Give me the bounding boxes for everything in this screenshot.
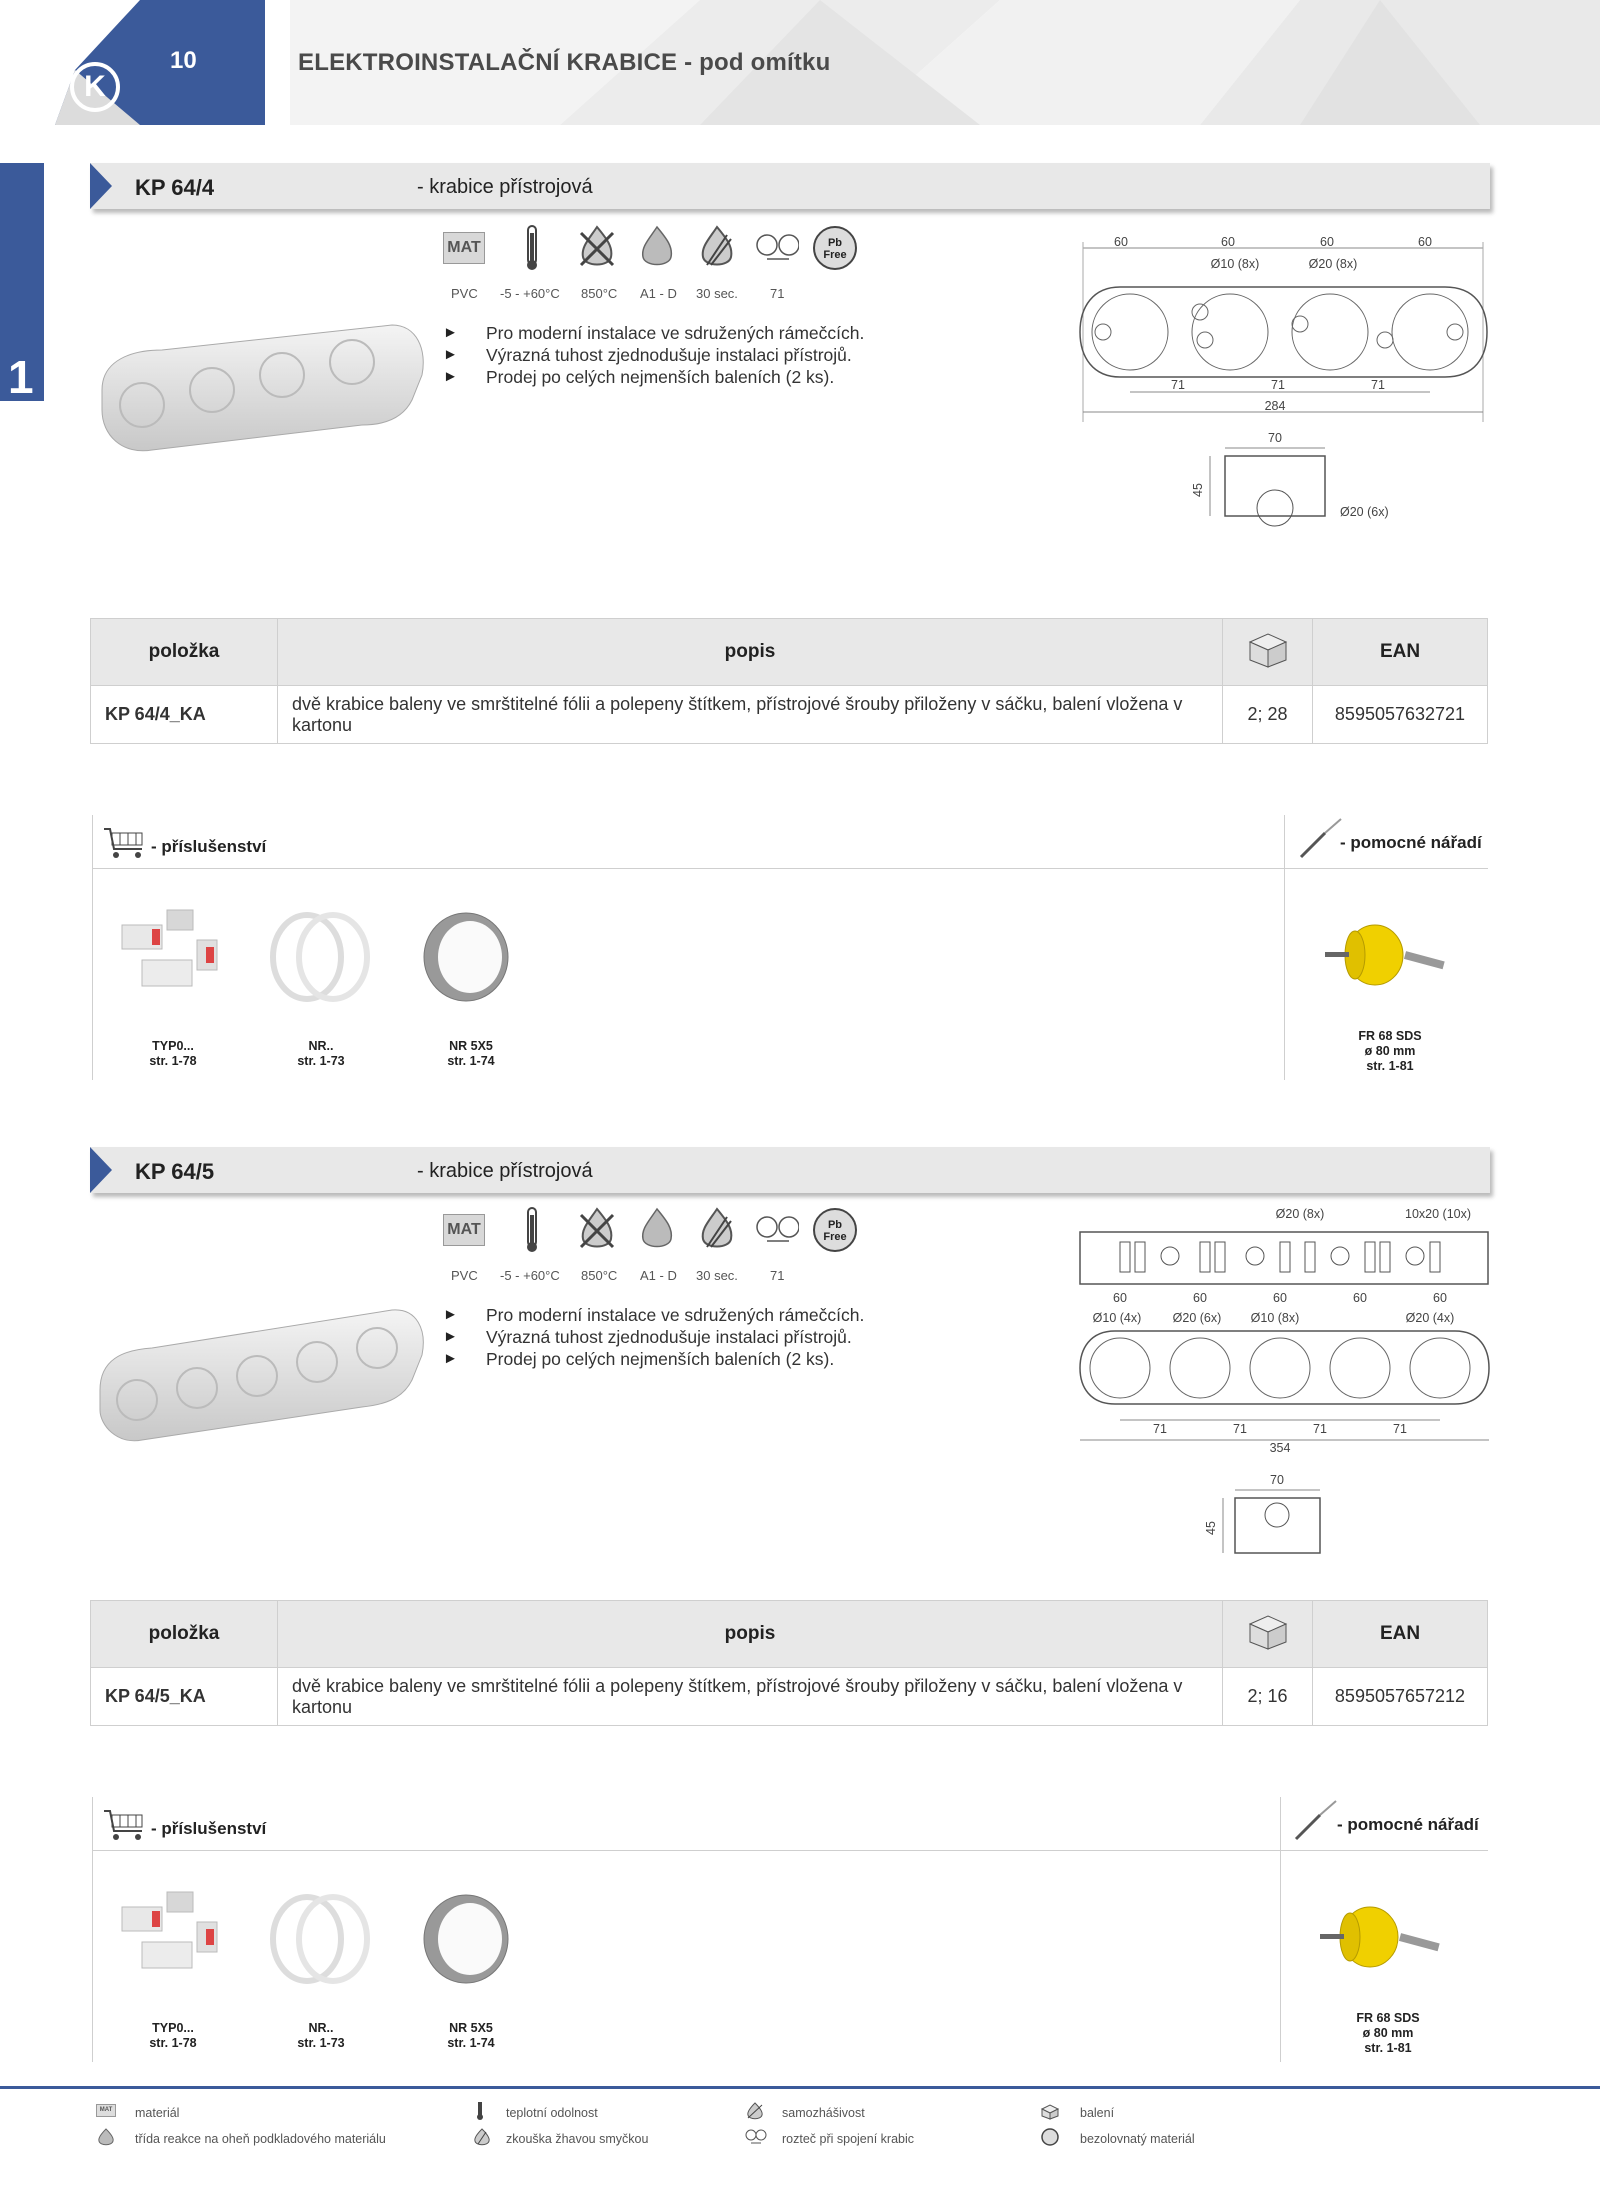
pb-free-icon: Pb Free	[813, 1207, 857, 1253]
feature-item: ► Výrazná tuhost zjednodušuje instalaci přístrojů.	[443, 1326, 923, 1348]
feature-item: ► Pro moderní instalace ve sdružených rámečcích.	[443, 1304, 923, 1326]
feature-item: ► Výrazná tuhost zjednodušuje instalaci přístrojů.	[443, 344, 923, 366]
item-ean: 8595057657212	[1313, 1668, 1488, 1726]
cart-icon	[102, 1807, 146, 1848]
accessory-label: NR.. str. 1-73	[297, 1039, 345, 1068]
property-icons	[440, 1207, 860, 1277]
svg-text:71: 71	[1171, 378, 1185, 392]
product-table	[90, 1600, 1488, 1726]
item-package: 2; 28	[1223, 686, 1313, 744]
svg-text:Ø10 (8x): Ø10 (8x)	[1210, 257, 1260, 271]
table-row	[91, 686, 1488, 744]
svg-text:71: 71	[1153, 1422, 1167, 1436]
pitch-icon	[745, 2128, 765, 2146]
svg-text:Ø10 (4x): Ø10 (4x)	[1092, 1311, 1142, 1325]
product-code: KP 64/5	[135, 1159, 215, 1184]
feature-list	[443, 1304, 923, 1370]
technical-drawing-side	[1195, 1470, 1345, 1575]
pb-free-icon: Pb Free	[813, 225, 857, 271]
feature-item: ► Prodej po celých nejmenších baleních (2 ks).	[443, 366, 923, 388]
pitch-icon	[755, 225, 799, 271]
cart-icon	[102, 825, 146, 866]
mat-icon: MAT	[442, 225, 486, 271]
svg-text:60: 60	[1113, 1291, 1127, 1305]
accessory-label: TYP0... str. 1-78	[149, 2021, 197, 2050]
screwdriver-icon	[1295, 817, 1345, 868]
svg-text:60: 60	[1433, 1291, 1447, 1305]
svg-text:60: 60	[1320, 235, 1334, 249]
tools-title: - pomocné nářadí	[1340, 833, 1482, 852]
column-header-ean: EAN	[1313, 1601, 1488, 1668]
self-extinguishing-icon	[575, 1207, 619, 1253]
self-extinguishing-icon	[575, 225, 619, 271]
svg-text:10x20 (10x): 10x20 (10x)	[1405, 1207, 1472, 1221]
column-header-item: položka	[91, 619, 278, 686]
svg-text:45: 45	[1191, 483, 1205, 497]
accessory-label: NR.. str. 1-73	[297, 2021, 345, 2050]
item-code: KP 64/5_KA	[91, 1668, 278, 1726]
svg-text:Ø20 (8x): Ø20 (8x)	[1308, 257, 1358, 271]
svg-text:354: 354	[1269, 1441, 1291, 1454]
svg-text:60: 60	[1221, 235, 1235, 249]
legend-label: balení	[1080, 2106, 1115, 2120]
svg-text:284: 284	[1264, 399, 1286, 413]
legend-label: rozteč při spojení krabic	[782, 2132, 915, 2146]
svg-text:71: 71	[1313, 1422, 1327, 1436]
accessory-image-connectors	[112, 1887, 222, 1992]
product-code: KP 64/4	[135, 175, 215, 200]
package-icon	[1223, 619, 1313, 686]
item-ean: 8595057632721	[1313, 686, 1488, 744]
accessory-image-rings	[265, 907, 375, 1012]
legend-label: bezolovnatý materiál	[1080, 2132, 1195, 2146]
product-title-bar	[90, 1147, 1490, 1193]
package-icon	[1223, 1601, 1313, 1668]
accessory-image-rings	[265, 1889, 375, 1994]
svg-text:71: 71	[1371, 378, 1385, 392]
accessory-label: TYP0... str. 1-78	[149, 1039, 197, 1068]
flame-icon	[96, 2128, 116, 2146]
property-labels: PVC -5 - +60°C 850°C A1 - D 30 sec. 71	[451, 1268, 785, 1283]
accessory-label: NR 5X5 str. 1-74	[447, 2021, 495, 2050]
column-header-ean: EAN	[1313, 619, 1488, 686]
product-title-bar	[90, 163, 1490, 209]
svg-text:71: 71	[1233, 1422, 1247, 1436]
product-description: - krabice přístrojová	[417, 1160, 593, 1182]
svg-text:Ø20 (6x): Ø20 (6x)	[1172, 1311, 1222, 1325]
accessories-section	[90, 815, 1488, 1080]
item-code: KP 64/4_KA	[91, 686, 278, 744]
feature-list	[443, 322, 923, 388]
accessory-label: NR 5X5 str. 1-74	[447, 1039, 495, 1068]
product-photo	[92, 320, 432, 465]
technical-drawing-top	[1075, 1204, 1495, 1459]
pitch-icon	[755, 1207, 799, 1253]
thermometer-icon	[510, 1207, 554, 1253]
legend-label: samozhášivost	[782, 2106, 865, 2120]
legend-label: teplotní odolnost	[506, 2106, 598, 2120]
svg-text:60: 60	[1418, 235, 1432, 249]
mat-icon: MAT	[96, 2104, 116, 2122]
svg-text:70: 70	[1270, 1473, 1284, 1487]
table-row	[91, 1668, 1488, 1726]
title-arrow-icon	[90, 163, 112, 209]
glow-wire-icon	[472, 2128, 492, 2146]
property-icons	[440, 225, 860, 295]
tool-image-hole-saw	[1320, 1897, 1450, 1982]
item-description: dvě krabice baleny ve smrštitelné fólii a polepeny štítkem, přístrojové šrouby přiloženy v sáčku, balení vložena v kartonu	[278, 1668, 1223, 1726]
svg-text:Ø20 (8x): Ø20 (8x)	[1275, 1207, 1325, 1221]
accessory-image-extension	[420, 907, 520, 1012]
mat-icon: MAT	[442, 1207, 486, 1253]
tool-label: FR 68 SDS ø 80 mm str. 1-81	[1358, 1029, 1422, 1073]
tool-image-hole-saw	[1325, 915, 1455, 1000]
feature-item: ► Pro moderní instalace ve sdružených rámečcích.	[443, 322, 923, 344]
thermometer-icon	[475, 2102, 495, 2120]
technical-drawing-side	[1180, 428, 1400, 543]
box-icon	[1040, 2104, 1060, 2122]
legend-label: třída reakce na oheň podkladového materiálu	[135, 2132, 386, 2146]
page-number: 10	[170, 47, 197, 74]
legend-label: materiál	[135, 2106, 180, 2120]
column-header-description: popis	[278, 619, 1223, 686]
svg-text:70: 70	[1268, 431, 1282, 445]
svg-text:71: 71	[1271, 378, 1285, 392]
accessories-title: - příslušenství	[151, 837, 267, 856]
svg-text:60: 60	[1273, 1291, 1287, 1305]
self-extinguishing-icon	[745, 2102, 765, 2120]
accessories-title: - příslušenství	[151, 1819, 267, 1838]
thermometer-icon	[510, 225, 554, 271]
svg-text:Ø20 (4x): Ø20 (4x)	[1405, 1311, 1455, 1325]
svg-text:Ø20 (6x): Ø20 (6x)	[1340, 505, 1389, 519]
pb-free-icon	[1040, 2128, 1060, 2146]
item-package: 2; 16	[1223, 1668, 1313, 1726]
company-logo: K	[70, 62, 120, 112]
glow-wire-icon	[695, 225, 739, 271]
technical-drawing-top	[1075, 232, 1495, 437]
accessory-image-extension	[420, 1889, 520, 1994]
item-description: dvě krabice baleny ve smrštitelné fólii a polepeny štítkem, přístrojové šrouby přiloženy v sáčku, balení vložena v kartonu	[278, 686, 1223, 744]
title-arrow-icon	[90, 1147, 112, 1193]
property-labels: PVC -5 - +60°C 850°C A1 - D 30 sec. 71	[451, 286, 785, 301]
svg-text:60: 60	[1114, 235, 1128, 249]
legend-label: zkouška žhavou smyčkou	[506, 2132, 649, 2146]
column-header-item: položka	[91, 1601, 278, 1668]
svg-text:71: 71	[1393, 1422, 1407, 1436]
legend-divider	[0, 2086, 1600, 2089]
accessory-image-connectors	[112, 905, 222, 1010]
feature-item: ► Prodej po celých nejmenších baleních (2 ks).	[443, 1348, 923, 1370]
svg-text:45: 45	[1204, 1521, 1218, 1535]
accessories-section	[90, 1797, 1488, 2062]
product-description: - krabice přístrojová	[417, 176, 593, 198]
svg-text:60: 60	[1193, 1291, 1207, 1305]
svg-text:60: 60	[1353, 1291, 1367, 1305]
tool-label: FR 68 SDS ø 80 mm str. 1-81	[1356, 2011, 1420, 2055]
glow-wire-icon	[695, 1207, 739, 1253]
flame-icon	[635, 225, 679, 271]
chapter-number: 1	[8, 351, 34, 403]
product-table	[90, 618, 1488, 744]
svg-text:Ø10 (8x): Ø10 (8x)	[1250, 1311, 1300, 1325]
page-title: ELEKTROINSTALAČNÍ KRABICE - pod omítku	[298, 49, 831, 76]
tools-title: - pomocné nářadí	[1337, 1815, 1479, 1834]
screwdriver-icon	[1290, 1797, 1340, 1848]
product-photo	[92, 1300, 432, 1455]
flame-icon	[635, 1207, 679, 1253]
column-header-description: popis	[278, 1601, 1223, 1668]
